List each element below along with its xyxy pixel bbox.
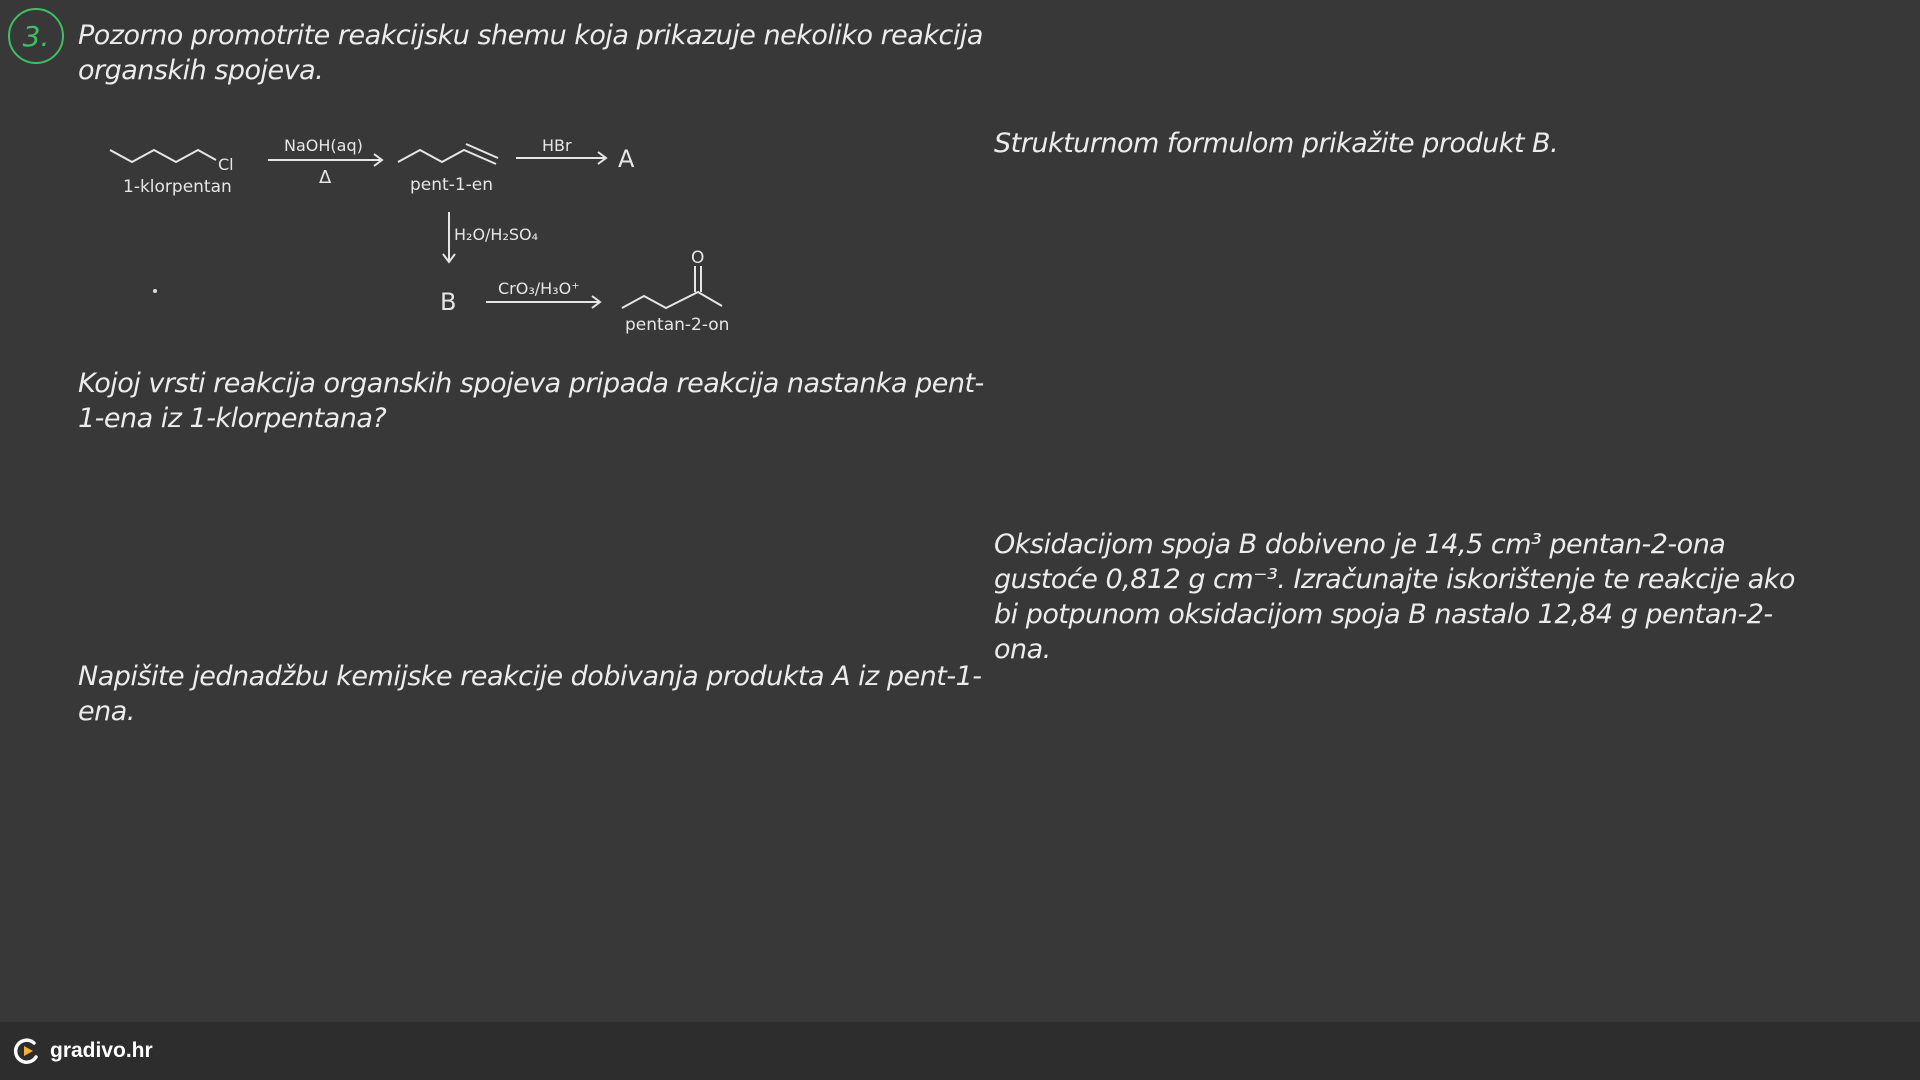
reagent-3: H₂O/H₂SO₄	[454, 225, 539, 244]
reaction-scheme	[90, 120, 750, 350]
question-intro: Pozorno promotrite reakcijsku shemu koja prikazuje nekoliko reakcija organskih spojeva.	[78, 20, 983, 86]
question-part-b: Strukturnom formulom prikažite produkt B.	[994, 128, 1559, 159]
reaction-scheme-svg	[90, 120, 750, 350]
pentene-double-bond	[466, 144, 498, 158]
pentene-structure	[398, 150, 496, 164]
pentanone-structure	[622, 292, 722, 308]
question-number-badge	[8, 8, 64, 64]
reagent-1-top: NaOH(aq)	[284, 136, 363, 155]
reagent-1-bottom: Δ	[319, 167, 332, 188]
product-a: A	[618, 145, 635, 173]
final-compound-label: pentan-2-on	[625, 315, 730, 335]
intermediate-label: pent-1-en	[410, 175, 494, 195]
start-compound-label: 1-klorpentan	[123, 177, 232, 197]
reagent-2: HBr	[542, 136, 572, 155]
chloropentane-structure	[110, 150, 216, 162]
question-part-equation: Napišite jednadžbu kemijske reakcije dobivanja produkta A iz pent-1-ena.	[78, 661, 982, 727]
oxygen-label: O	[691, 248, 705, 268]
question-part-oxidation: Oksidacijom spoja B dobiveno je 14,5 cm³ pentan-2-ona gustoće 0,812 g cm⁻³. Izračunajte iskorištenje te reakcije ako bi potpunom oksidacijom spoja B nastalo 12,84 g pentan-2-ona.	[994, 529, 1795, 665]
brand-name[interactable]: gradivo.hr	[50, 1039, 153, 1062]
question-part-type: Kojoj vrsti reakcija organskih spojeva pripada reakcija nastanka pent-1-ena iz 1-klorpentana?	[78, 368, 984, 434]
chlorine-label: Cl	[218, 155, 234, 174]
product-b: B	[440, 288, 457, 316]
stray-dot	[153, 289, 157, 293]
footer-bar	[0, 1022, 1920, 1080]
reagent-4: CrO₃/H₃O⁺	[498, 279, 580, 298]
gradivo-logo-icon[interactable]	[12, 1036, 42, 1066]
question-number: 3.	[22, 19, 50, 53]
